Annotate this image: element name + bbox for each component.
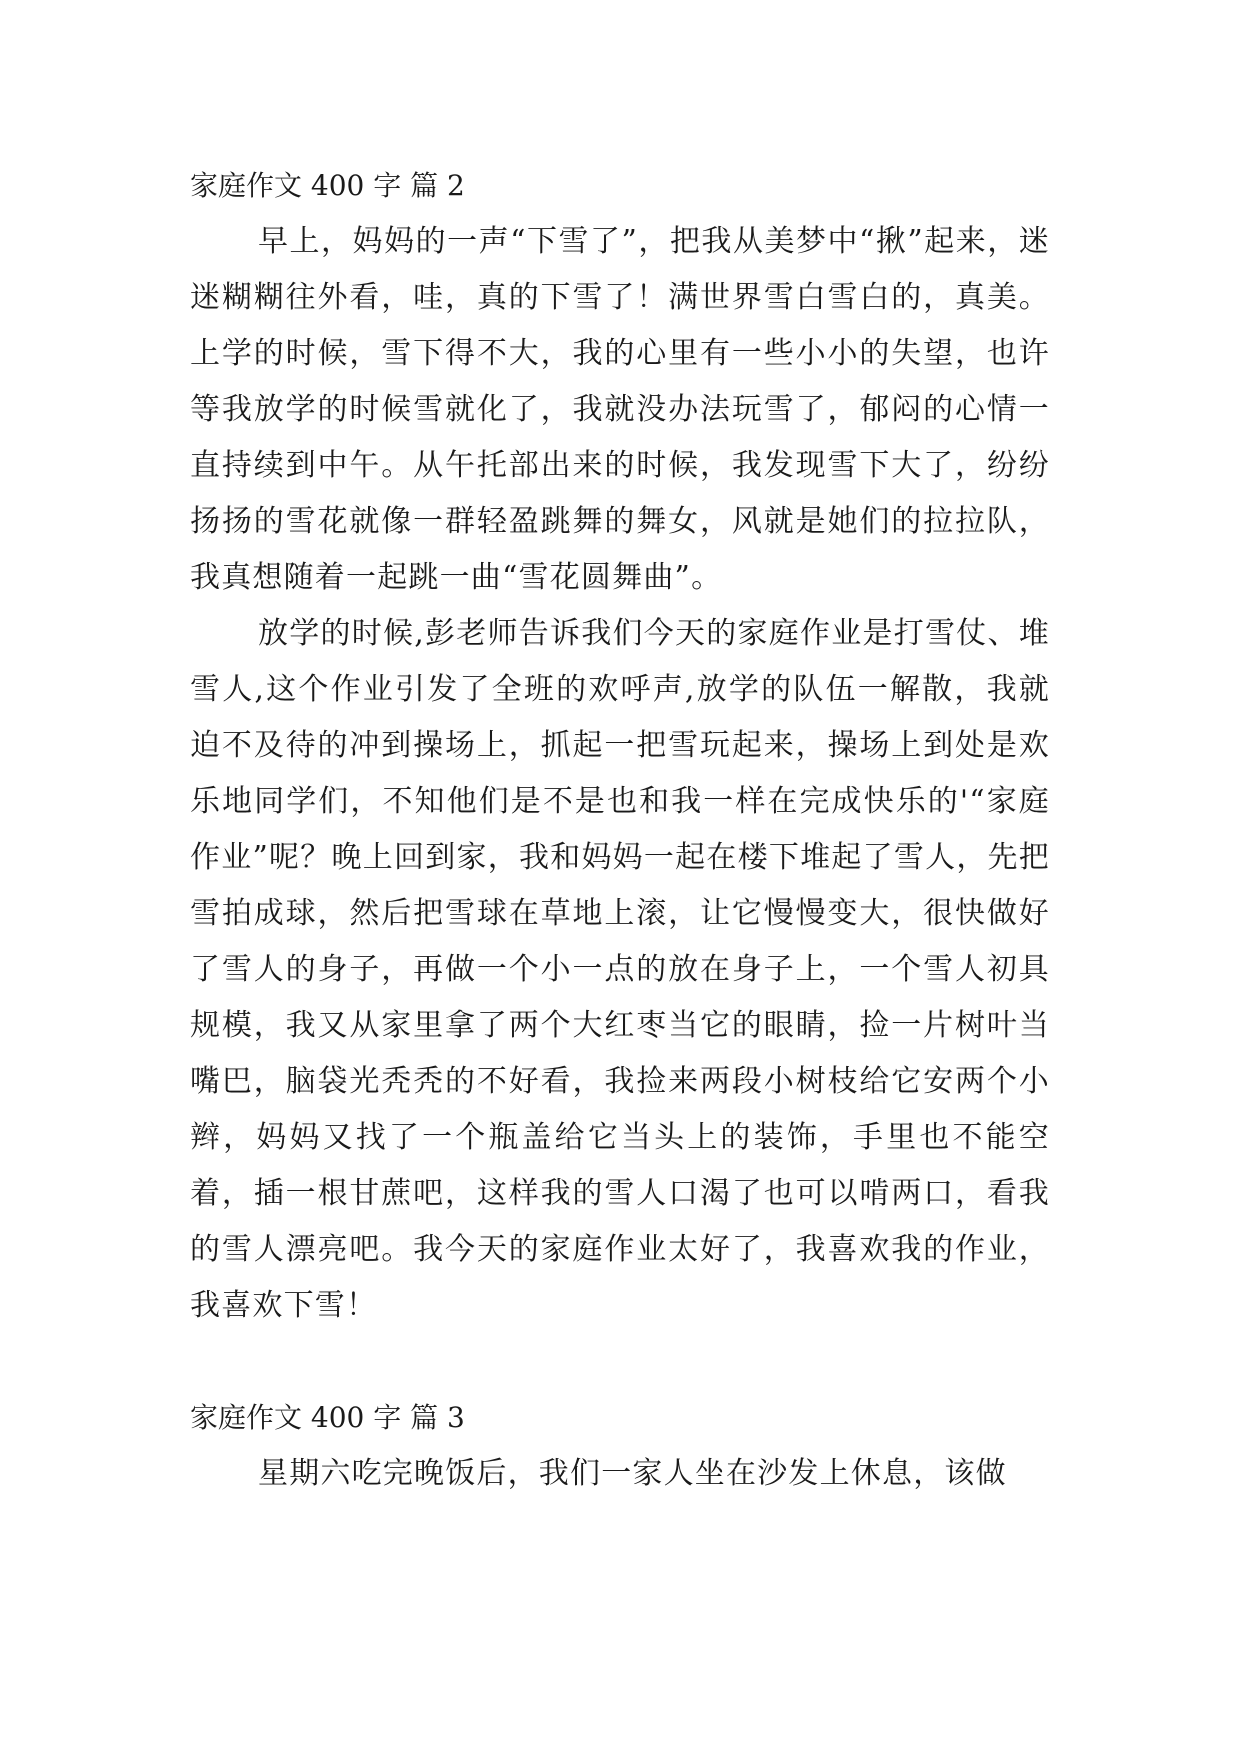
paragraph: 早上，妈妈的一声“下雪了”，把我从美梦中“揪”起来，迷迷糊糊往外看，哇，真的下雪了！满世界雪白雪白的，真美。上学的时候，雪下得不大，我的心里有一些小小的失望，也许等我放学的时候雪就化了，我就没办法玩雪了，郁闷的心情一直持续到中午。从午托部出来的时候，我发现雪下大了，纷纷扬扬的雪花就像一群轻盈跳舞的舞女，风就是她们的拉拉队，我真想随着一起跳一曲“雪花圆舞曲”。 xyxy=(190,224,1050,595)
paragraph: 星期六吃完晚饭后，我们一家人坐在沙发上休息，该做 xyxy=(258,1456,1007,1491)
section-gap xyxy=(190,1334,1050,1390)
section-heading: 家庭作文 400 字 篇 2 xyxy=(190,169,465,202)
section-heading: 家庭作文 400 字 篇 3 xyxy=(190,1401,465,1434)
paragraph: 放学的时候,彭老师告诉我们今天的家庭作业是打雪仗、堆雪人,这个作业引发了全班的欢呼声,放学的队伍一解散，我就迫不及待的冲到操场上，抓起一把雪玩起来，操场上到处是欢乐地同学们，不知他们是不是也和我一样在完成快乐的'“家庭作业”呢？晚上回到家，我和妈妈一起在楼下堆起了雪人，先把雪拍成球，然后把雪球在草地上滚，让它慢慢变大，很快做好了雪人的身子，再做一个小一点的放在身子上，一个雪人初具规模，我又从家里拿了两个大红枣当它的眼睛，捡一片树叶当嘴巴，脑袋光秃秃的不好看，我捡来两段小树枝给它安两个小辫，妈妈又找了一个瓶盖给它当头上的装饰，手里也不能空着，插一根甘蔗吧，这样我的雪人口渴了也可以啃两口，看我的雪人漂亮吧。我今天的家庭作业太好了，我喜欢我的作业，我喜欢下雪！ xyxy=(190,616,1050,1323)
document-content xyxy=(190,158,1050,1502)
